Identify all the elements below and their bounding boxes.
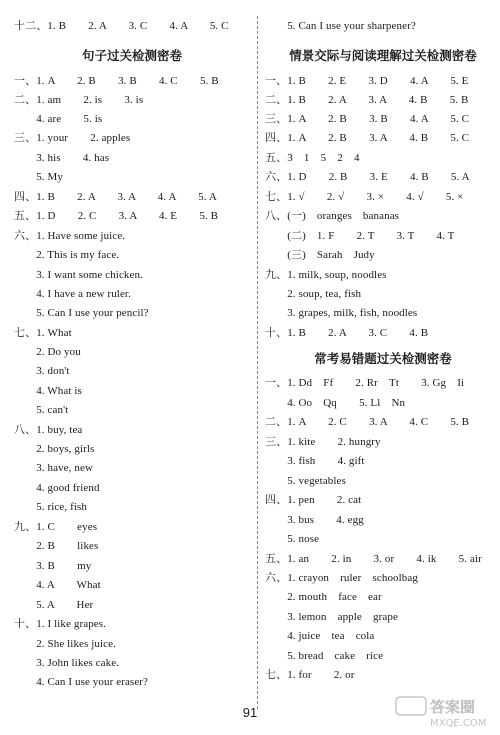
answer-line: 2. mouth face ear <box>265 591 382 603</box>
answer-line: 五、1. an 2. in 3. or 4. ik 5. air <box>265 553 482 565</box>
answer-line: 4. Can I use your eraser? <box>14 676 149 688</box>
answer-line: 5. Can I use your pencil? <box>14 307 149 319</box>
answer-line: 二、1. B 2. A 3. A 4. B 5. B <box>265 94 469 106</box>
answer-line: 八、(一) oranges bananas <box>265 210 400 222</box>
watermark-frame <box>396 697 426 715</box>
answer-line: 六、1. crayon ruler schoolbag <box>265 572 418 584</box>
answer-line: 3. his 4. has <box>14 152 110 164</box>
section-heading: 情景交际与阅读理解过关检测密卷 <box>289 48 477 63</box>
answer-line: 五、1. D 2. C 3. A 4. E 5. B <box>14 210 219 222</box>
answer-line: 十、1. I like grapes. <box>14 618 107 630</box>
answer-line: 一、1. B 2. E 3. D 4. A 5. E <box>265 75 469 87</box>
answer-line: 5. bread cake rice <box>265 650 384 662</box>
answer-line: 5. can't <box>14 404 69 416</box>
answer-line: 3. B my <box>14 560 92 572</box>
answer-line: 四、1. B 2. A 3. A 4. A 5. A <box>14 191 217 203</box>
answer-line: 二、1. am 2. is 3. is <box>14 94 144 106</box>
answer-line: 4. A What <box>14 579 101 591</box>
answer-line: 一、1. A 2. B 3. B 4. C 5. B <box>14 75 219 87</box>
answer-line: 四、1. A 2. B 3. A 4. B 5. C <box>265 132 470 144</box>
answer-line: 3. lemon apple grape <box>265 611 398 623</box>
answer-line: 3. bus 4. egg <box>265 514 364 526</box>
answer-line: 2. Do you <box>14 346 81 358</box>
answer-line: 2. soup, tea, fish <box>265 288 362 300</box>
answer-line: 5. Can I use your sharpener? <box>265 20 416 32</box>
answer-line: 一、1. Dd Ff 2. Rr Tt 3. Gg Ii <box>265 377 465 389</box>
answer-line: 4. Oo Qq 5. Ll Nn <box>265 397 406 409</box>
answer-line: 七、1. √ 2. √ 3. × 4. √ 5. × <box>265 191 464 203</box>
watermark-text-bottom: MXQE.COM <box>430 718 487 729</box>
answer-line: 3. don't <box>14 365 70 377</box>
answer-line: 4. What is <box>14 385 82 397</box>
answer-line: 4. juice tea cola <box>265 630 375 642</box>
answer-line: (三) Sarah Judy <box>265 249 375 261</box>
answer-line: 2. boys, girls <box>14 443 95 455</box>
answer-line: 3. have, new <box>14 462 93 474</box>
answer-line: 十二、1. B 2. A 3. C 4. A 5. C <box>14 20 229 32</box>
answer-line: 2. This is my face. <box>14 249 120 261</box>
answer-line: 5. rice, fish <box>14 501 87 513</box>
answer-line: 3. John likes cake. <box>14 657 120 669</box>
watermark-text-top: 答案圈 <box>430 698 476 716</box>
answer-line: 八、1. buy, tea <box>14 424 83 436</box>
answer-line: 十、1. B 2. A 3. C 4. B <box>265 327 429 339</box>
answer-line: 4. I have a new ruler. <box>14 288 131 300</box>
answer-line: 三、1. kite 2. hungry <box>265 436 381 448</box>
answer-line: 2. She likes juice. <box>14 638 117 650</box>
answer-line: 三、1. A 2. B 3. B 4. A 5. C <box>265 113 470 125</box>
answer-line: 5. nose <box>265 533 320 545</box>
page-number: 91 <box>242 705 258 720</box>
column-divider <box>257 16 258 709</box>
answer-line: 七、1. for 2. or <box>265 669 355 681</box>
section-heading: 常考易错题过关检测密卷 <box>314 351 452 366</box>
answer-line: 九、1. milk, soup, noodles <box>265 269 387 281</box>
answer-line: 七、1. What <box>14 327 72 339</box>
answer-line: 5. My <box>14 171 63 183</box>
answer-line: (二) 1. F 2. T 3. T 4. T <box>265 230 455 242</box>
answer-line: 2. B likes <box>14 540 99 552</box>
answer-line: 4. good friend <box>14 482 100 494</box>
section-heading: 句子过关检测密卷 <box>81 48 182 63</box>
answer-line: 四、1. pen 2. cat <box>265 494 362 506</box>
answer-line: 5. A Her <box>14 599 94 611</box>
answer-line: 二、1. A 2. C 3. A 4. C 5. B <box>265 416 470 428</box>
answer-line: 4. are 5. is <box>14 113 103 125</box>
answer-line: 六、1. D 2. B 3. E 4. B 5. A <box>265 171 470 183</box>
answer-line: 3. grapes, milk, fish, noodles <box>265 307 418 319</box>
answer-line: 九、1. C eyes <box>14 521 98 533</box>
answer-line: 3. I want some chicken. <box>14 269 143 281</box>
answer-line: 三、1. your 2. apples <box>14 132 131 144</box>
answer-line: 5. vegetables <box>265 475 346 487</box>
answer-line: 六、1. Have some juice. <box>14 230 126 242</box>
answer-line: 五、3 1 5 2 4 <box>265 152 360 164</box>
answer-line: 3. fish 4. gift <box>265 455 365 467</box>
watermark-logo <box>394 695 494 729</box>
